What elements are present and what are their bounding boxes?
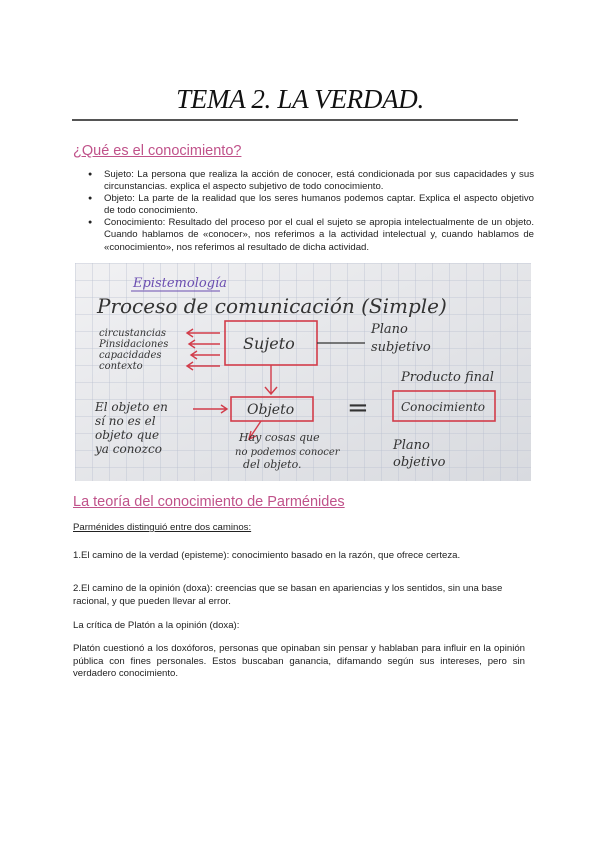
- left-list-item-4: contexto: [99, 361, 143, 372]
- objeto-note-line2: sí no es el: [95, 414, 156, 428]
- objeto-label: Objeto: [247, 402, 295, 418]
- diagram-title-text: Proceso de comunicación (Simple): [97, 294, 447, 318]
- section-heading-parmenides: La teoría del conocimiento de Parménides: [73, 494, 345, 510]
- left-list-item-2: Pinsidaciones: [99, 339, 169, 350]
- diagram-header-text: Epistemología: [133, 276, 227, 291]
- camino-opinion: 2.El camino de la opinión (doxa): creencias que se basan en apariencias y los sentidos, sin una base racional, y que pueden llevar al error.: [73, 583, 503, 607]
- bullet-objeto: ● Objeto: La parte de la realidad que los seres humanos podemos captar. Explica el aspecto objetivo de todo conocimiento.: [88, 193, 534, 217]
- left-list-item-1: circustancias: [99, 328, 167, 339]
- objeto-note-line1: El objeto en: [95, 400, 168, 414]
- section-heading-conocimiento: ¿Qué es el conocimiento?: [73, 143, 242, 159]
- sujeto-label: Sujeto: [243, 334, 295, 353]
- handwritten-diagram-photo: [75, 263, 531, 481]
- equals-sign: =: [347, 393, 369, 423]
- conocimiento-label: Conocimiento: [401, 400, 486, 414]
- plano-subjetivo-line2: subjetivo: [371, 340, 431, 355]
- critica-text: Platón cuestionó a los doxóforos, personas que opinaban sin pensar y hablaban para influir en la opinión pública con fines personales. Estos buscaban ganancia, difamando según sus intereses, pero sin verdadero conocimiento.: [73, 643, 525, 680]
- objeto-note-line3: objeto que: [95, 428, 160, 442]
- critica-title: La crítica de Platón a la opinión (doxa):: [73, 620, 240, 631]
- plano-objetivo-line2: objetivo: [393, 455, 446, 470]
- objeto-note-line4: ya conozco: [95, 442, 162, 456]
- plano-subjetivo-line1: Plano: [371, 322, 408, 337]
- page-title: TEMA 2. LA VERDAD.: [176, 84, 424, 114]
- hay-cosas-line2: no podemos conocer: [235, 447, 340, 458]
- camino-verdad: 1.El camino de la verdad (episteme): conocimiento basado en la razón, que ofrece certeza.: [73, 550, 461, 561]
- producto-final-label: Producto final: [401, 370, 494, 385]
- hay-cosas-line3: del objeto.: [243, 458, 302, 471]
- title-underline: [72, 119, 518, 121]
- bullet-conocimiento: ● Conocimiento: Resultado del proceso por el cual el sujeto se apropia intelectualmente de un objeto. Cuando hablamos de «conocer», nos referimos a la actividad intelectual y, cuando hablamos de «conocimiento», nos referimos al resultado de dicha actividad.: [88, 217, 534, 253]
- parmenides-intro: Parménides distinguió entre dos caminos:: [73, 522, 252, 533]
- left-list-item-3: capacidades: [99, 350, 162, 361]
- bullet-sujeto: ● Sujeto: La persona que realiza la acción de conocer, está condicionada por sus capacidades y sus circunstancias. explica el aspecto subjetivo de todo conocimiento.: [88, 169, 534, 193]
- hay-cosas-line1: Hay cosas que: [239, 431, 320, 444]
- definition-list: [88, 169, 534, 254]
- plano-objetivo-line1: Plano: [393, 438, 430, 453]
